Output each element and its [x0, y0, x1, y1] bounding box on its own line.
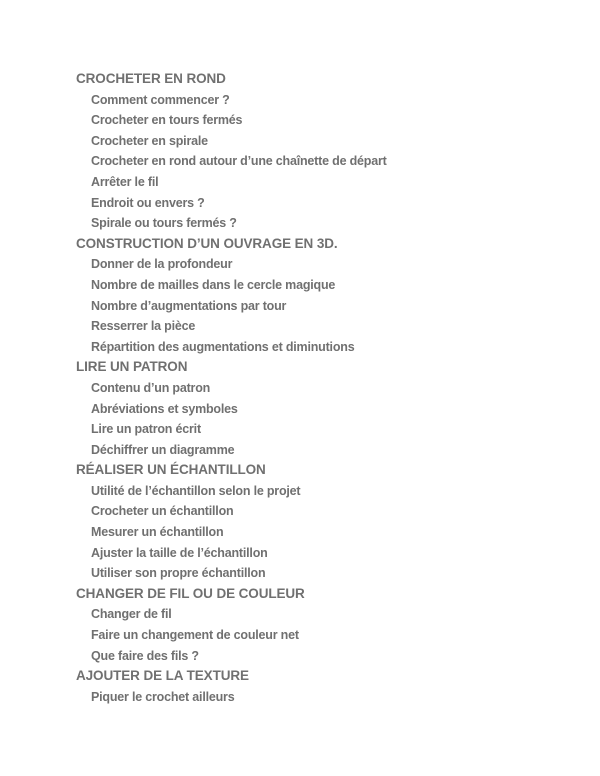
toc-entry: Utiliser son propre échantillon	[91, 566, 266, 581]
table-of-contents	[76, 69, 576, 707]
toc-section	[76, 69, 576, 234]
toc-entry: Mesurer un échantillon	[91, 525, 224, 540]
toc-entry: Répartition des augmentations et diminutions	[91, 339, 355, 354]
section-title: AJOUTER DE LA TEXTURE	[76, 668, 249, 684]
toc-entry: Crocheter en spirale	[91, 133, 208, 148]
toc-entry: Donner de la profondeur	[91, 257, 233, 272]
toc-entry: Crocheter un échantillon	[91, 504, 234, 519]
toc-entry: Changer de fil	[91, 607, 172, 622]
toc-entry: Spirale ou tours fermés ?	[91, 216, 237, 231]
toc-entry: Arrêter le fil	[91, 174, 159, 189]
toc-entry: Comment commencer ?	[91, 92, 230, 107]
toc-section	[76, 666, 576, 707]
toc-entry: Endroit ou envers ?	[91, 195, 205, 210]
toc-section	[76, 357, 576, 460]
toc-entry: Déchiffrer un diagramme	[91, 442, 235, 457]
section-title: RÉALISER UN ÉCHANTILLON	[76, 462, 266, 478]
toc-entry: Resserrer la pièce	[91, 319, 196, 334]
section-title: CHANGER DE FIL OU DE COULEUR	[76, 585, 305, 601]
toc-section	[76, 584, 576, 666]
toc-section	[76, 234, 576, 358]
toc-entry: Lire un patron écrit	[91, 422, 201, 437]
toc-section	[76, 460, 576, 584]
toc-entry: Faire un changement de couleur net	[91, 628, 299, 643]
toc-entry: Utilité de l’échantillon selon le projet	[91, 483, 301, 498]
section-title: CONSTRUCTION D’UN OUVRAGE EN 3D.	[76, 235, 338, 251]
toc-entry: Nombre de mailles dans le cercle magique	[91, 277, 336, 292]
toc-entry: Crocheter en tours fermés	[91, 113, 243, 128]
section-title: CROCHETER EN ROND	[76, 71, 226, 86]
toc-entry: Contenu d’un patron	[91, 380, 211, 395]
toc-entry: Piquer le crochet ailleurs	[91, 689, 235, 704]
toc-entry: Crocheter en rond autour d’une chaînette de départ	[91, 154, 387, 169]
toc-entry: Ajuster la taille de l’échantillon	[91, 545, 268, 560]
toc-entry: Abréviations et symboles	[91, 401, 238, 416]
toc-entry: Que faire des fils ?	[91, 648, 199, 663]
toc-entry: Nombre d’augmentations par tour	[91, 298, 287, 313]
section-title: LIRE UN PATRON	[76, 359, 188, 375]
